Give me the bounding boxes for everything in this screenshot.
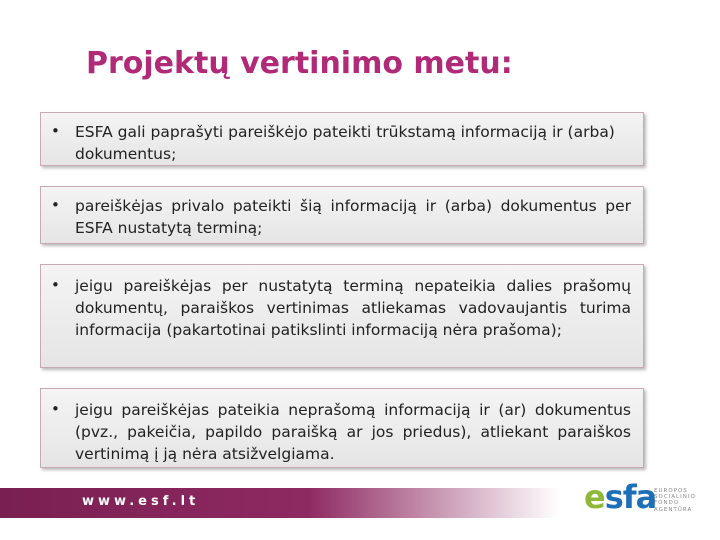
bullet-text-4: jeigu pareiškėjas pateikia neprašomą informaciją ir (ar) dokumentus (pvz., pakeičia, papildo paraišką ar jos priedus), atliekant paraiškos vertinimą į ją nėra atsižvelgiama.	[75, 401, 631, 463]
bullet-marker: •	[51, 122, 60, 140]
bullet-marker: •	[51, 196, 60, 214]
esfa-logo-wordmark: esfa	[584, 478, 657, 516]
bullet-marker: •	[51, 276, 60, 294]
esfa-logo	[584, 478, 696, 520]
bullet-text-1: ESFA gali paprašyti pareiškėjo pateikti trūkstamą informaciją ir (arba) dokumentus;	[75, 123, 615, 163]
slide-title: Projektų vertinimo metu:	[86, 46, 513, 81]
bullet-box-4	[40, 388, 644, 468]
bullet-text-3: jeigu pareiškėjas per nustatytą terminą nepateikia dalies prašomų dokumentų, paraiškos vertinimas atliekamas vadovaujantis turima informacija (pakartotinai patikslinti informaciją nėra prašoma);	[75, 277, 631, 339]
bullet-box-3	[40, 264, 644, 368]
bullet-marker: •	[51, 400, 60, 418]
bullet-text-2: pareiškėjas privalo pateikti šią informaciją ir (arba) dokumentus per ESFA nustatytą terminą;	[75, 197, 631, 237]
footer-url-link[interactable]: www.esf.lt	[82, 494, 200, 509]
esfa-logo-subtitle: EUROPOS SOCIALINIO FONDO AGENTŪRA	[654, 488, 696, 513]
bullet-box-1	[40, 112, 644, 166]
bullet-box-2	[40, 186, 644, 244]
